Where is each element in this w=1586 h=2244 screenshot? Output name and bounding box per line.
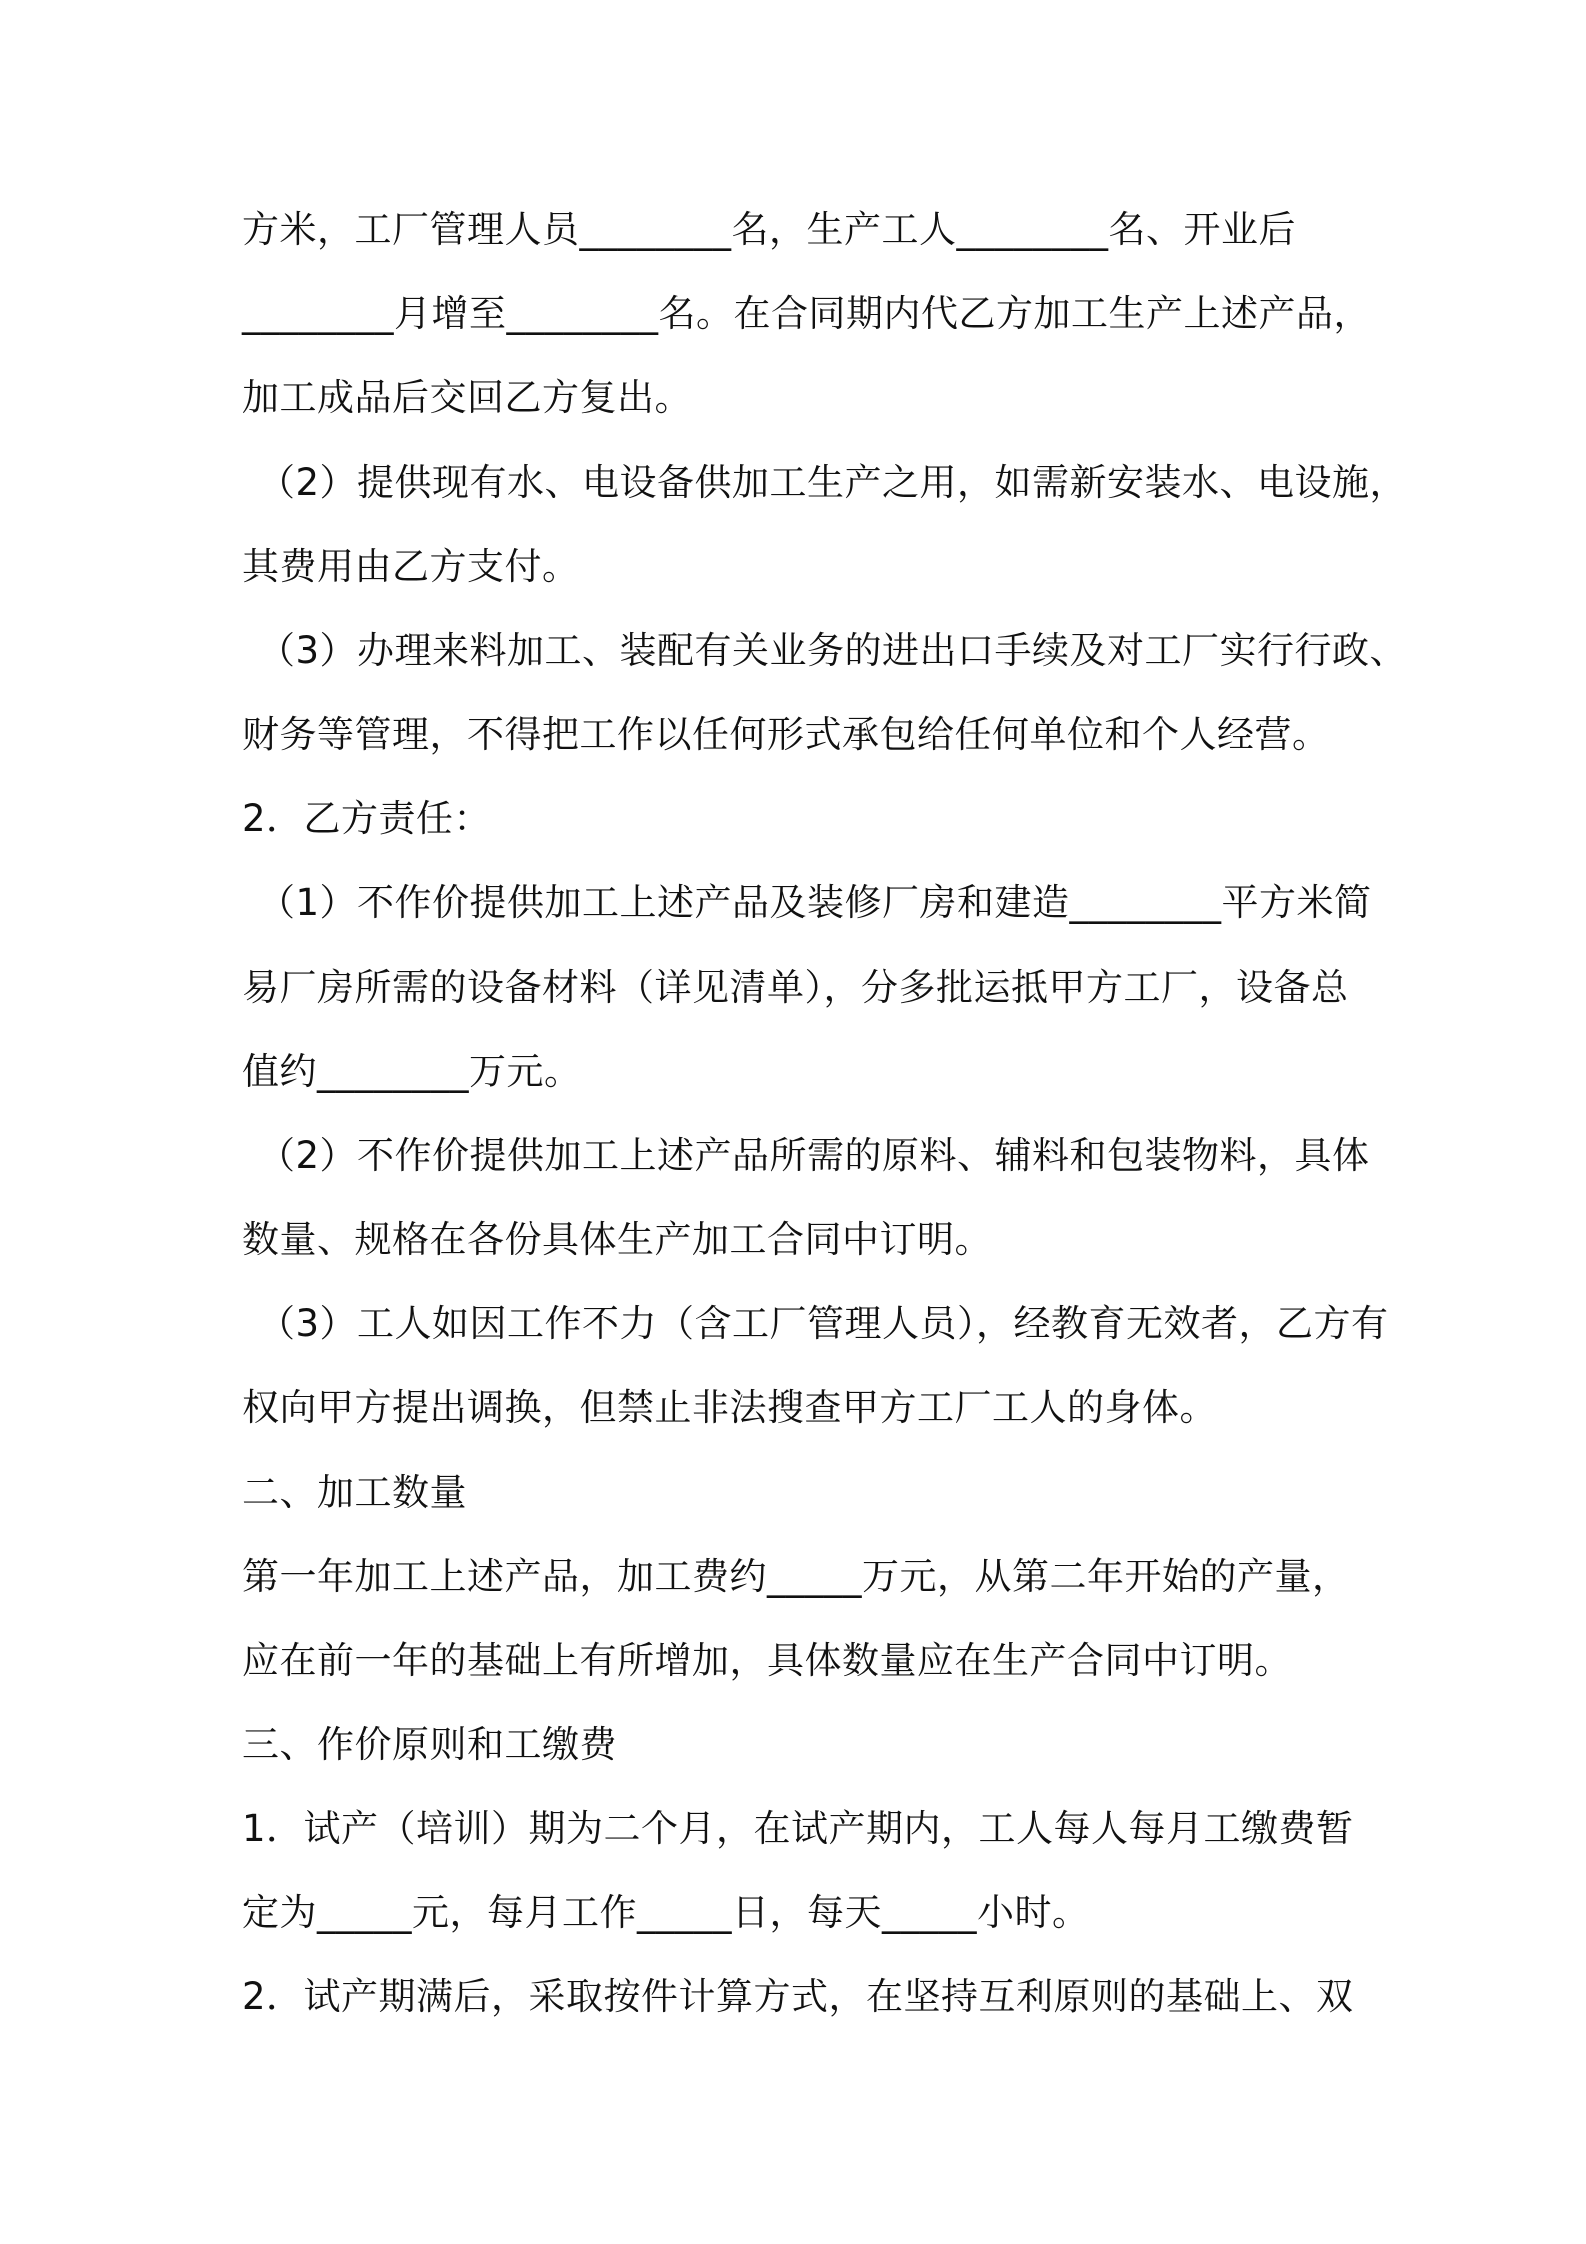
section-heading-2: 2．乙方责任： bbox=[242, 797, 492, 840]
text-line-3: 加工成品后交回乙方复出。 bbox=[242, 376, 692, 419]
text-line-7: 财务等管理，不得把工作以任何形式承包给任何单位和个人经营。 bbox=[242, 713, 1330, 756]
section-heading-pricing-principles: 三、作价原则和工缴费 bbox=[242, 1723, 617, 1766]
text-line-20: 1．试产（培训）期为二个月，在试产期内，工人每人每月工缴费暂 bbox=[242, 1807, 1354, 1850]
section-heading-processing-quantity: 二、加工数量 bbox=[242, 1471, 467, 1514]
text-line-13: 数量、规格在各份具体生产加工合同中订明。 bbox=[242, 1218, 992, 1261]
text-line-12: （2）不作价提供加工上述产品所需的原料、辅料和包装物料，具体 bbox=[258, 1134, 1370, 1177]
text-line-22: 2．试产期满后，采取按件计算方式，在坚持互利原则的基础上、双 bbox=[242, 1975, 1354, 2018]
text-line-10: 易厂房所需的设备材料（详见清单），分多批运抵甲方工厂，设备总 bbox=[242, 966, 1349, 1009]
text-line-18: 应在前一年的基础上有所增加，具体数量应在生产合同中订明。 bbox=[242, 1639, 1292, 1682]
text-line-21: 定为_____元，每月工作_____日，每天_____小时。 bbox=[242, 1891, 1090, 1934]
text-line-15: 权向甲方提出调换，但禁止非法搜查甲方工厂工人的身体。 bbox=[242, 1386, 1217, 1429]
text-line-1: 方米，工厂管理人员________名，生产工人________名、开业后 bbox=[242, 208, 1296, 251]
text-line-11: 值约________万元。 bbox=[242, 1050, 582, 1093]
text-line-6: （3）办理来料加工、装配有关业务的进出口手续及对工厂实行行政、 bbox=[258, 629, 1408, 672]
text-line-4: （2）提供现有水、电设备供加工生产之用，如需新安装水、电设施， bbox=[258, 461, 1408, 504]
text-line-17: 第一年加工上述产品，加工费约_____万元，从第二年开始的产量， bbox=[242, 1555, 1350, 1598]
text-line-2: ________月增至________名。在合同期内代乙方加工生产上述产品， bbox=[242, 292, 1371, 335]
text-line-9: （1）不作价提供加工上述产品及装修厂房和建造________平方米简 bbox=[258, 881, 1372, 924]
text-line-5: 其费用由乙方支付。 bbox=[242, 545, 580, 588]
text-line-14: （3）工人如因工作不力（含工厂管理人员），经教育无效者，乙方有 bbox=[258, 1302, 1389, 1345]
